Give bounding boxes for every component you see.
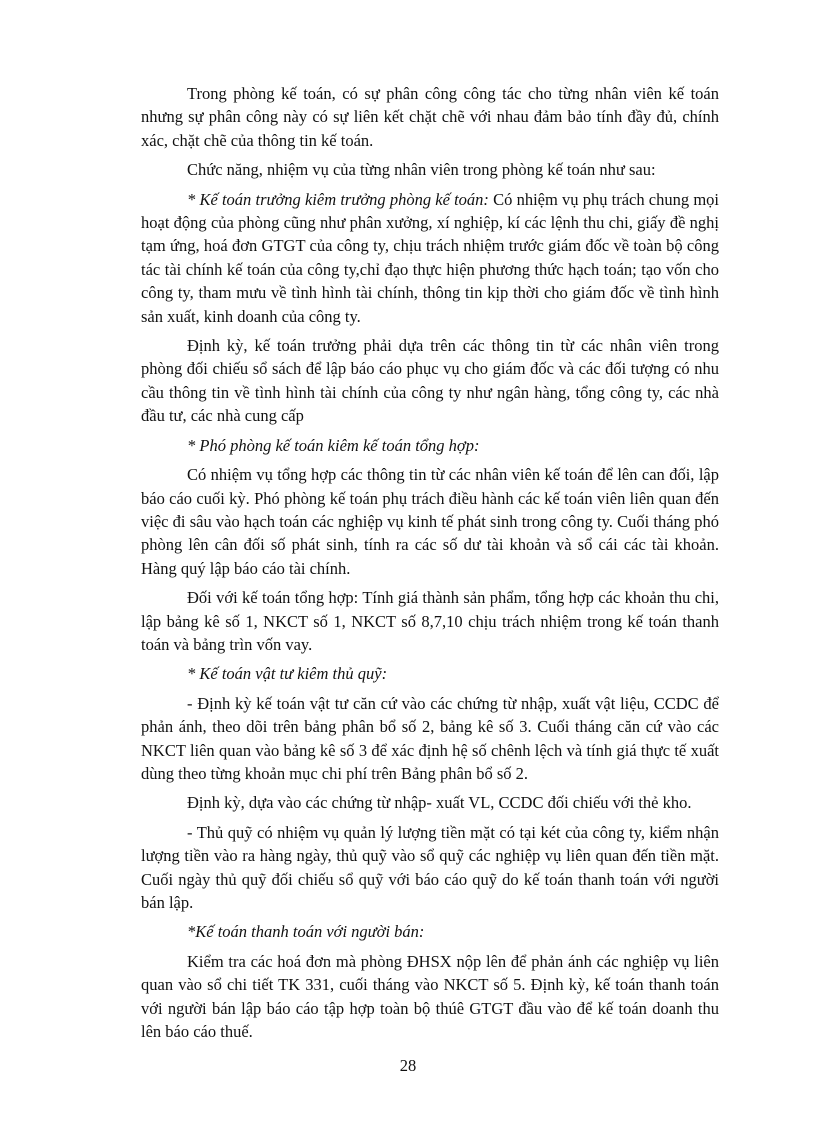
paragraph bbox=[141, 692, 719, 786]
paragraph-heading: * Kế toán trưởng kiêm trưởng phòng kế toán: bbox=[187, 189, 489, 209]
paragraph bbox=[141, 586, 719, 656]
paragraph-heading: *Kế toán thanh toán với người bán: bbox=[187, 922, 425, 942]
paragraph bbox=[141, 334, 719, 428]
paragraph bbox=[141, 463, 719, 580]
paragraph-text: Định kỳ, kế toán trưởng phải dựa trên các thông tin từ các nhân viên trong phòng đối chiếu sổ sách để lập báo cáo phục vụ cho giám đốc và các đối tượng có nhu cầu thông tin về tình hình tài chính của công ty như ngân hàng, tổng công ty, các nhà đầu tư, các nhà cung cấp bbox=[141, 336, 719, 426]
paragraph-text: Chức năng, nhiệm vụ của từng nhân viên trong phòng kế toán như sau: bbox=[187, 160, 656, 180]
paragraph-heading: * Kế toán vật tư kiêm thủ quỹ: bbox=[187, 664, 388, 684]
paragraph-text: Định kỳ, dựa vào các chứng từ nhập- xuất VL, CCDC đối chiếu với thẻ kho. bbox=[187, 793, 692, 813]
paragraph-text: - Định kỳ kế toán vật tư căn cứ vào các chứng từ nhập, xuất vật liệu, CCDC để phản ánh, theo dõi trên bảng phân bổ số 2, bảng kê số 3. Cuối tháng căn cứ vào các NKCT liên quan vào bảng kê số 3 để xác định hệ số chênh lệch và tính giá thực tế xuất dùng theo từng khoản mục chi phí trên Bảng phân bổ số 2. bbox=[141, 693, 719, 783]
paragraph-text: Đối với kế toán tổng hợp: Tính giá thành sản phẩm, tổng hợp các khoản thu chi, lập bảng kê số 1, NKCT số 1, NKCT số 8,7,10 chịu trách nhiệm trong kế toán thanh toán và bảng trìn vốn vay. bbox=[141, 588, 719, 654]
paragraph bbox=[141, 434, 719, 457]
page-number: 28 bbox=[399, 1056, 417, 1075]
paragraph bbox=[141, 82, 719, 152]
paragraph bbox=[141, 791, 719, 814]
paragraph bbox=[141, 188, 719, 328]
paragraph-heading: * Phó phòng kế toán kiêm kế toán tổng hợp: bbox=[187, 435, 480, 455]
paragraph bbox=[141, 950, 719, 1044]
paragraph-text: Kiểm tra các hoá đơn mà phòng ĐHSX nộp lên để phản ánh các nghiệp vụ liên quan vào sổ chi tiết TK 331, cuối tháng vào NKCT số 5. Định kỳ, kế toán thanh toán với người bán lập báo cáo tập hợp toàn bộ thúê GTGT đầu vào để kế toán doanh thu lên báo cáo thuế. bbox=[141, 951, 719, 1042]
paragraph-text: - Thủ quỹ có nhiệm vụ quản lý lượng tiền mặt có tại két của công ty, kiểm nhận lượng tiền vào ra hàng ngày, thủ quỹ vào sổ quỹ các nghiệp vụ liên quan đến tiền mặt. Cuối ngày thủ quỹ đối chiếu sổ quỹ với báo cáo quỹ do kế toán thanh toán với người bán lập. bbox=[141, 822, 719, 912]
paragraph bbox=[141, 158, 719, 181]
paragraph-text: Có nhiệm vụ tổng hợp các thông tin từ các nhân viên kế toán để lên can đối, lập báo cáo cuối kỳ. Phó phòng kế toán phụ trách điều hành các kế toán viên liên quan đến việc đi sâu vào hạch toán các nghiệp vụ kinh tế phát sinh trong công ty. Cuối tháng phó phòng lên cân đối số phát sinh, tính ra các số dư tài khoản và sổ cái các tài khoản. Hàng quý lập báo cáo tài chính. bbox=[141, 465, 719, 578]
paragraph bbox=[141, 821, 719, 915]
paragraph bbox=[141, 920, 719, 943]
paragraph bbox=[141, 662, 719, 685]
paragraph-text: Trong phòng kế toán, có sự phân công công tác cho từng nhân viên kế toán nhưng sự phân công này có sự liên kết chặt chẽ với nhau đảm bảo tính đầy đủ, chính xác, chặt chẽ của thông tin kế toán. bbox=[141, 84, 719, 150]
paragraph-text: Có nhiệm vụ phụ trách chung mọi hoạt động của phòng cũng như phân xưởng, xí nghiệp, kí các lệnh thu chi, giấy đề nghị tạm ứng, hoá đơn GTGT của công ty, chịu trách nhiệm trước giám đốc về toàn bộ công tác tài chính kế toán của công ty,chỉ đạo thực hiện phương thức hạch toán; tạo vốn cho công ty, tham mưu về tình hình tài chính, thông tin kịp thời cho giám đốc về tình hình sản xuất, kinh doanh của công ty. bbox=[141, 189, 719, 326]
